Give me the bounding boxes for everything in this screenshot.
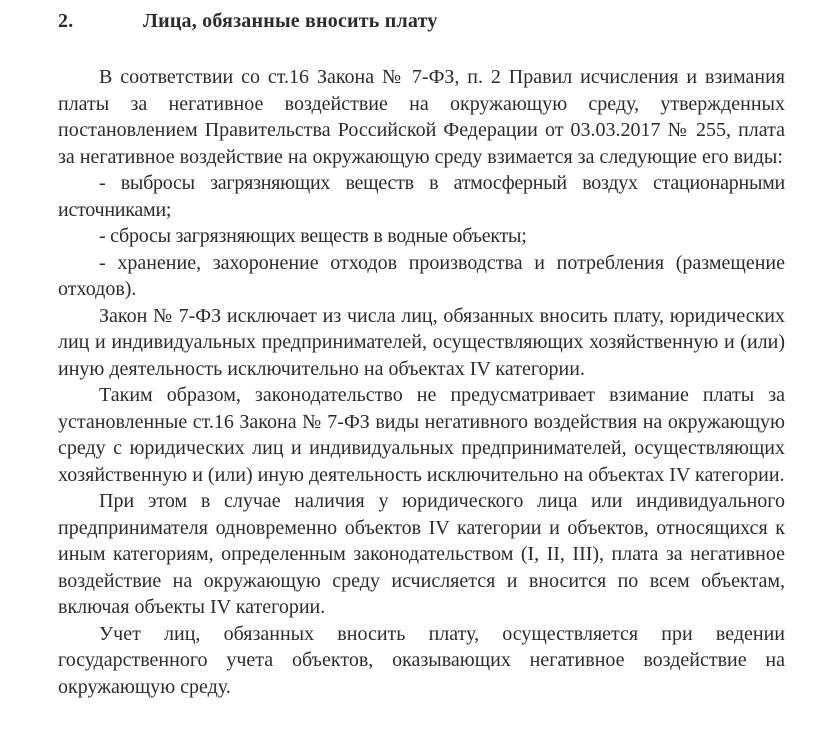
paragraph-3: - сбросы загрязняющих веществ в водные объекты; xyxy=(99,225,527,247)
paragraph-1: В соответствии со ст.16 Закона № 7-ФЗ, п. 2 Правил исчисления и взимания платы за негативное воздействие на окружающую среду, утвержденных постановлением Правительства Российской Федерации от 03.03.2017 № 255, плата за негативное воздействие на окружающую среду взимается за следующие его виды: xyxy=(58,66,785,168)
paragraph-5: Закон № 7-ФЗ исключает из числа лиц, обязанных вносить плату, юридических лиц и индивидуальных предпринимателей, осуществляющих хозяйственную и (или) иную деятельность исключительно на объектах IV категории. xyxy=(58,304,785,380)
paragraph-7: При этом в случае наличия у юридического лица или индивидуального предпринимателя одновременно объектов IV категории и объектов, относящихся к иным категориям, определенным законодательством (I, II, III), плата за негативное воздействие на окружающую среду исчисляется и вносится по всем объектам, включая объекты IV категории. xyxy=(58,490,785,618)
section-title: Лица, обязанные вносить плату xyxy=(143,10,438,32)
paragraph-8: Учет лиц, обязанных вносить плату, осуществляется при ведении государственного учета объектов, оказывающих негативное воздействие на окружающую среду. xyxy=(58,622,785,698)
section-heading xyxy=(58,0,785,34)
section-number: 2. xyxy=(58,10,74,32)
paragraph-2: - выбросы загрязняющих веществ в атмосферный воздух стационарными источниками; xyxy=(58,172,785,221)
paragraph-6: Таким образом, законодательство не предусматривает взимание платы за установленные ст.16 Закона № 7-ФЗ виды негативного воздействия на окружающую среду с юридических лиц и индивидуальных предпринимателей, осуществляющих хозяйственную и (или) иную деятельность исключительно на объектах IV категории. xyxy=(58,384,785,486)
document-content xyxy=(58,0,785,700)
paragraph-4: - хранение, захоронение отходов производства и потребления (размещение отходов). xyxy=(58,251,785,300)
